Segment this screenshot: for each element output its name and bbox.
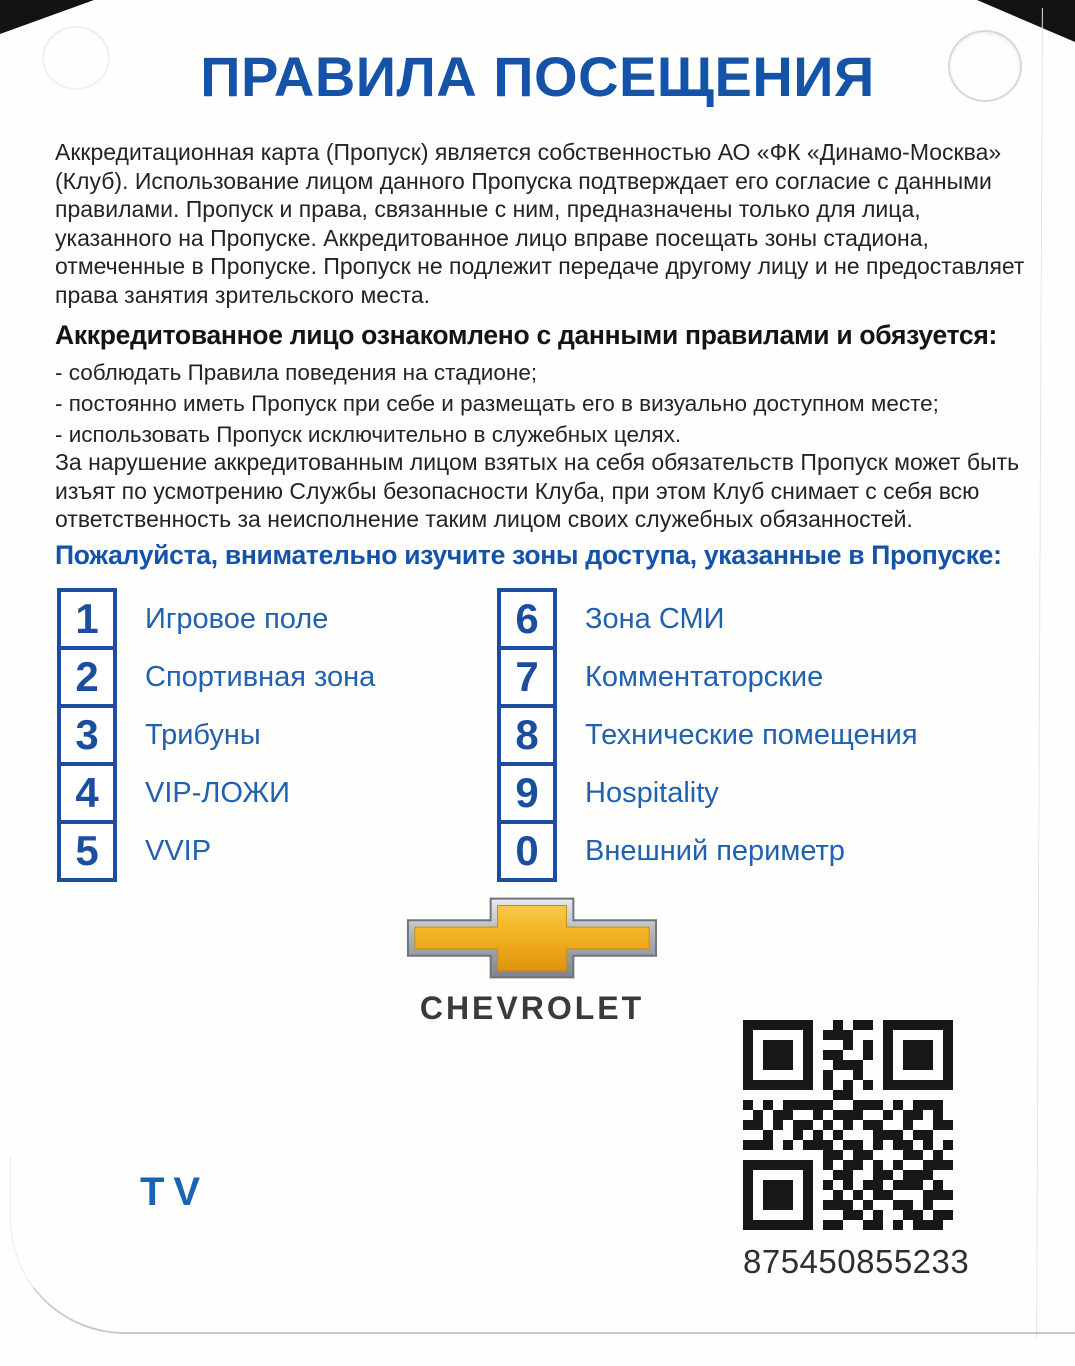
sponsor-logo (0, 892, 1064, 1027)
zone-number-badge: 7 (497, 646, 557, 708)
zone-label: Технические помещения (585, 718, 918, 751)
obligations-heading: Аккредитованное лицо ознакомлено с данными правилами и обязуется: (55, 320, 998, 350)
zone-number-badge: 6 (497, 588, 557, 650)
zones-column-left (57, 588, 375, 882)
zone-label: Игровое поле (145, 602, 329, 635)
zone-row (497, 704, 918, 766)
zone-number-badge: 3 (57, 704, 117, 766)
zone-row (57, 762, 375, 824)
zone-number-badge: 9 (497, 762, 557, 824)
tv-category-label: TV (140, 1170, 210, 1214)
zone-label: Комментаторские (585, 660, 824, 693)
page-title: ПРАВИЛА ПОСЕЩЕНИЯ (200, 45, 875, 108)
chevrolet-bowtie-icon (404, 892, 660, 984)
zone-label: Трибуны (145, 718, 261, 751)
zone-label: Внешний периметр (585, 834, 845, 867)
zone-row (497, 820, 918, 882)
zone-row (497, 646, 918, 708)
obligation-item: - постоянно иметь Пропуск при себе и размещать его в визуально доступном месте; (55, 391, 939, 416)
zone-row (497, 762, 918, 824)
zone-number-badge: 8 (497, 704, 557, 766)
sponsor-wordmark: CHEVROLET (419, 990, 645, 1026)
obligation-item: - использовать Пропуск исключительно в служебных целях. (55, 422, 682, 447)
zone-row (57, 704, 375, 766)
zone-label: VIP-ЛОЖИ (145, 776, 290, 809)
pass-number: 875450855233 (743, 1243, 970, 1280)
obligation-item: - соблюдать Правила поведения на стадионе; (55, 360, 538, 385)
zone-number-badge: 2 (57, 646, 117, 708)
zone-row (57, 820, 375, 882)
qr-code (743, 1020, 953, 1230)
card-right-edge (1036, 8, 1043, 1338)
qr-block (743, 1020, 970, 1281)
zone-label: Спортивная зона (145, 660, 376, 693)
zone-number-badge: 4 (57, 762, 117, 824)
zones-column-right (497, 588, 918, 882)
zone-label: VVIP (145, 834, 212, 867)
violation-paragraph: За нарушение аккредитованным лицом взятых на себя обязательств Пропуск может быть изъят по усмотрению Службы безопасности Клуба, при этом Клуб снимает с себя всю ответственность за неисполнение таким лицом своих служебных обязанностей. (55, 449, 1020, 532)
zone-row (57, 646, 375, 708)
intro-paragraph: Аккредитационная карта (Пропуск) является собственностью АО «ФК «Динамо-Москва» (Клуб). Использование лицом данного Пропуска подтверждает его согласие с данными правилами. Пропуск и права, связанные с ним, предназначены только для лица, указанного на Пропуске. Аккредитованное лицо вправе посещать зоны стадиона, отмеченные в Пропуске. Пропуск не подлежит передаче другому лицу и не предоставляет права занятия зрительского места. (55, 139, 1025, 308)
zone-label: Зона СМИ (585, 602, 725, 635)
zone-number-badge: 5 (57, 820, 117, 882)
zone-number-badge: 0 (497, 820, 557, 882)
zone-label: Hospitality (585, 776, 719, 809)
zones-heading: Пожалуйста, внимательно изучите зоны доступа, указанные в Пропуске: (55, 540, 1002, 570)
zone-row (497, 588, 918, 650)
zone-row (57, 588, 375, 650)
obligations-list (55, 357, 1065, 450)
zone-number-badge: 1 (57, 588, 117, 650)
